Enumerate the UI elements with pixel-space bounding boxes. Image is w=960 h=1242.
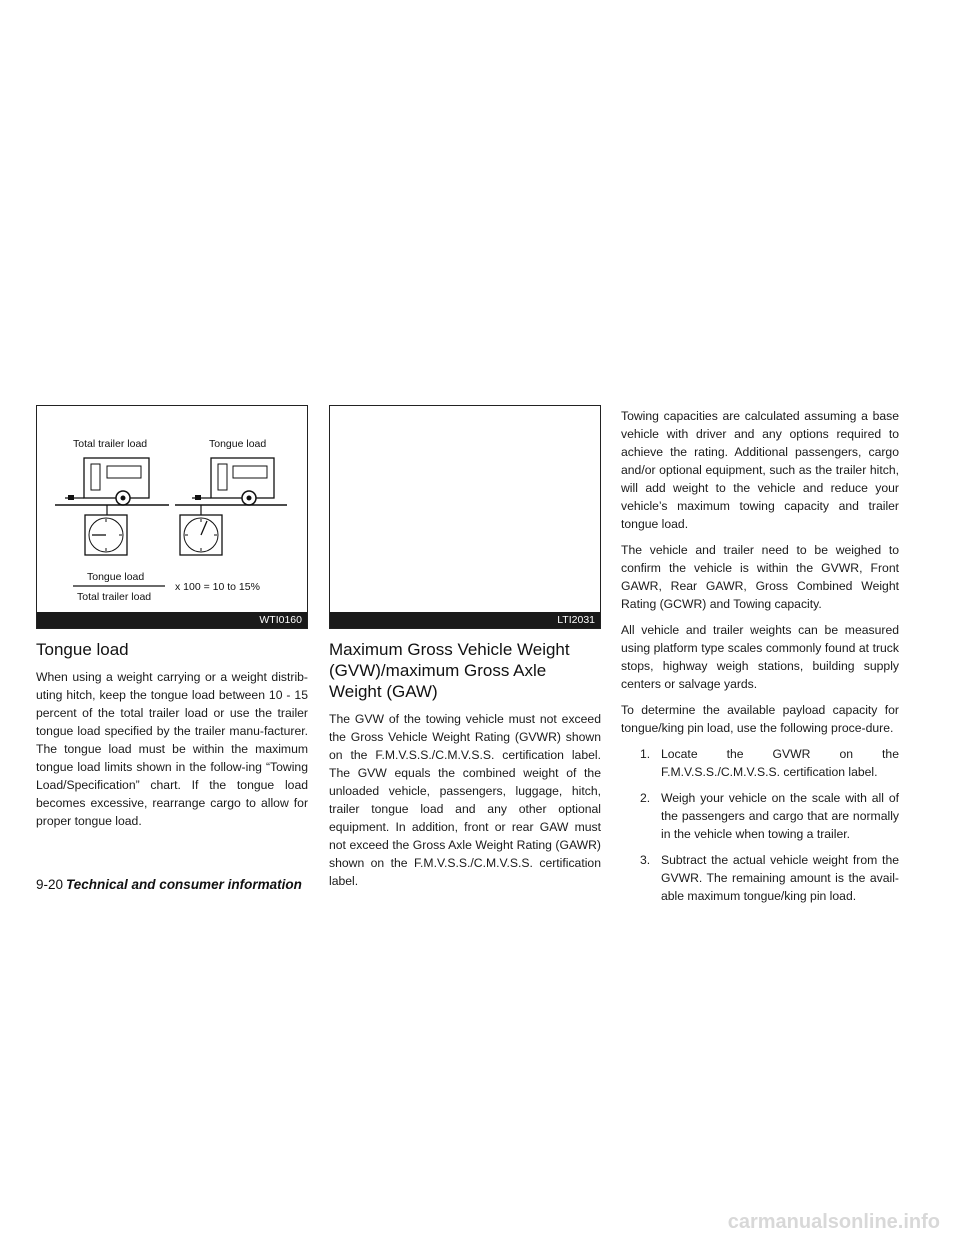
step-text: Locate the GVWR on the F.M.V.S.S./C.M.V.S.S. certification label. [661, 747, 899, 779]
page-number: 9-20 [36, 877, 64, 892]
tongue-load-diagram [37, 406, 307, 628]
gvw-paragraph: The GVW of the towing vehicle must not exceed the Gross Vehicle Weight Rating (GVWR) shown on the F.M.V.S.S./C.M.V.S.S. certification label. The GVW equals the combined weight of the unloaded vehicle, passengers, luggage, hitch, trailer tongue load and any other optional equipment. In addition, front or rear GAW must not exceed the Gross Axle Weight Rating (GAWR) shown on the F.M.V.S.S./C.M.V.S.S. certification label. [329, 712, 601, 888]
fraction-numerator: Tongue load [87, 571, 145, 583]
column-3 [621, 407, 899, 913]
formula-result: x 100 = 10 to 15% [175, 581, 260, 593]
page-footer [36, 877, 302, 892]
column-1 [36, 405, 308, 838]
procedure-step [621, 745, 899, 781]
step-number: 3. [640, 853, 651, 867]
step-text: Subtract the actual vehicle weight from the GVWR. The remaining amount is the avail-able maximum tongue/king pin load. [661, 853, 899, 903]
scale-dial-left-icon [85, 515, 127, 555]
weigh-paragraph: The vehicle and trailer need to be weighed to confirm the vehicle is within the GVWR, Front GAWR, Rear GAWR, Gross Combined Weight Rating (GCWR) and Towing capacity. [621, 543, 899, 611]
watermark: carmanualsonline.info [727, 1211, 940, 1233]
tongue-load-label: Tongue load [209, 438, 267, 450]
procedure-step [621, 851, 899, 905]
trailer-right-icon [192, 458, 274, 505]
scales-paragraph: All vehicle and trailer weights can be measured using platform type scales commonly found at truck stops, highway weigh stations, building supply centers or salvage yards. [621, 623, 899, 691]
fraction-denominator: Total trailer load [77, 591, 152, 603]
tongue-load-paragraph: When using a weight carrying or a weight distrib-uting hitch, keep the tongue load between 10 - 15 percent of the total trailer load or use the trailer tongue load specified by the trailer manu-facturer. The tongue load must be within the maximum tongue load limits shown in the follow-ing “Towing Load/Specification” chart. If the tongue load becomes excessive, rearrange cargo to allow for proper tongue load. [36, 670, 308, 828]
procedure-steps [621, 745, 899, 905]
trailer-left-icon [65, 458, 149, 505]
step-text: Weigh your vehicle on the scale with all of the passengers and cargo that are normally in the vehicle when towing a trailer. [661, 791, 899, 841]
section-heading-gvw: Maximum Gross Vehicle Weight (GVW)/maximum Gross Axle Weight (GAW) [329, 640, 570, 701]
figure-code: LTI2031 [552, 612, 600, 628]
tongue-load-figure [36, 405, 308, 629]
footer-section-title: Technical and consumer information [66, 877, 302, 892]
total-trailer-load-label: Total trailer load [73, 438, 148, 450]
procedure-step [621, 789, 899, 843]
figure-code: WTI0160 [254, 612, 307, 628]
section-heading-tongue-load: Tongue load [36, 640, 129, 659]
column-2 [329, 405, 601, 898]
step-number: 2. [640, 791, 651, 805]
procedure-intro-paragraph: To determine the available payload capacity for tongue/king pin load, use the following proce-dure. [621, 703, 899, 735]
scale-dial-right-icon [180, 515, 222, 555]
step-number: 1. [640, 747, 651, 761]
towing-capacity-paragraph: Towing capacities are calculated assuming a base vehicle with driver and any options required to achieve the rating. Additional passengers, cargo and/or optional equipment, such as the trailer hitch, will add weight to the vehicle and reduce your vehicle’s maximum towing capacity and trailer tongue load. [621, 409, 899, 531]
gvw-figure [329, 405, 601, 629]
